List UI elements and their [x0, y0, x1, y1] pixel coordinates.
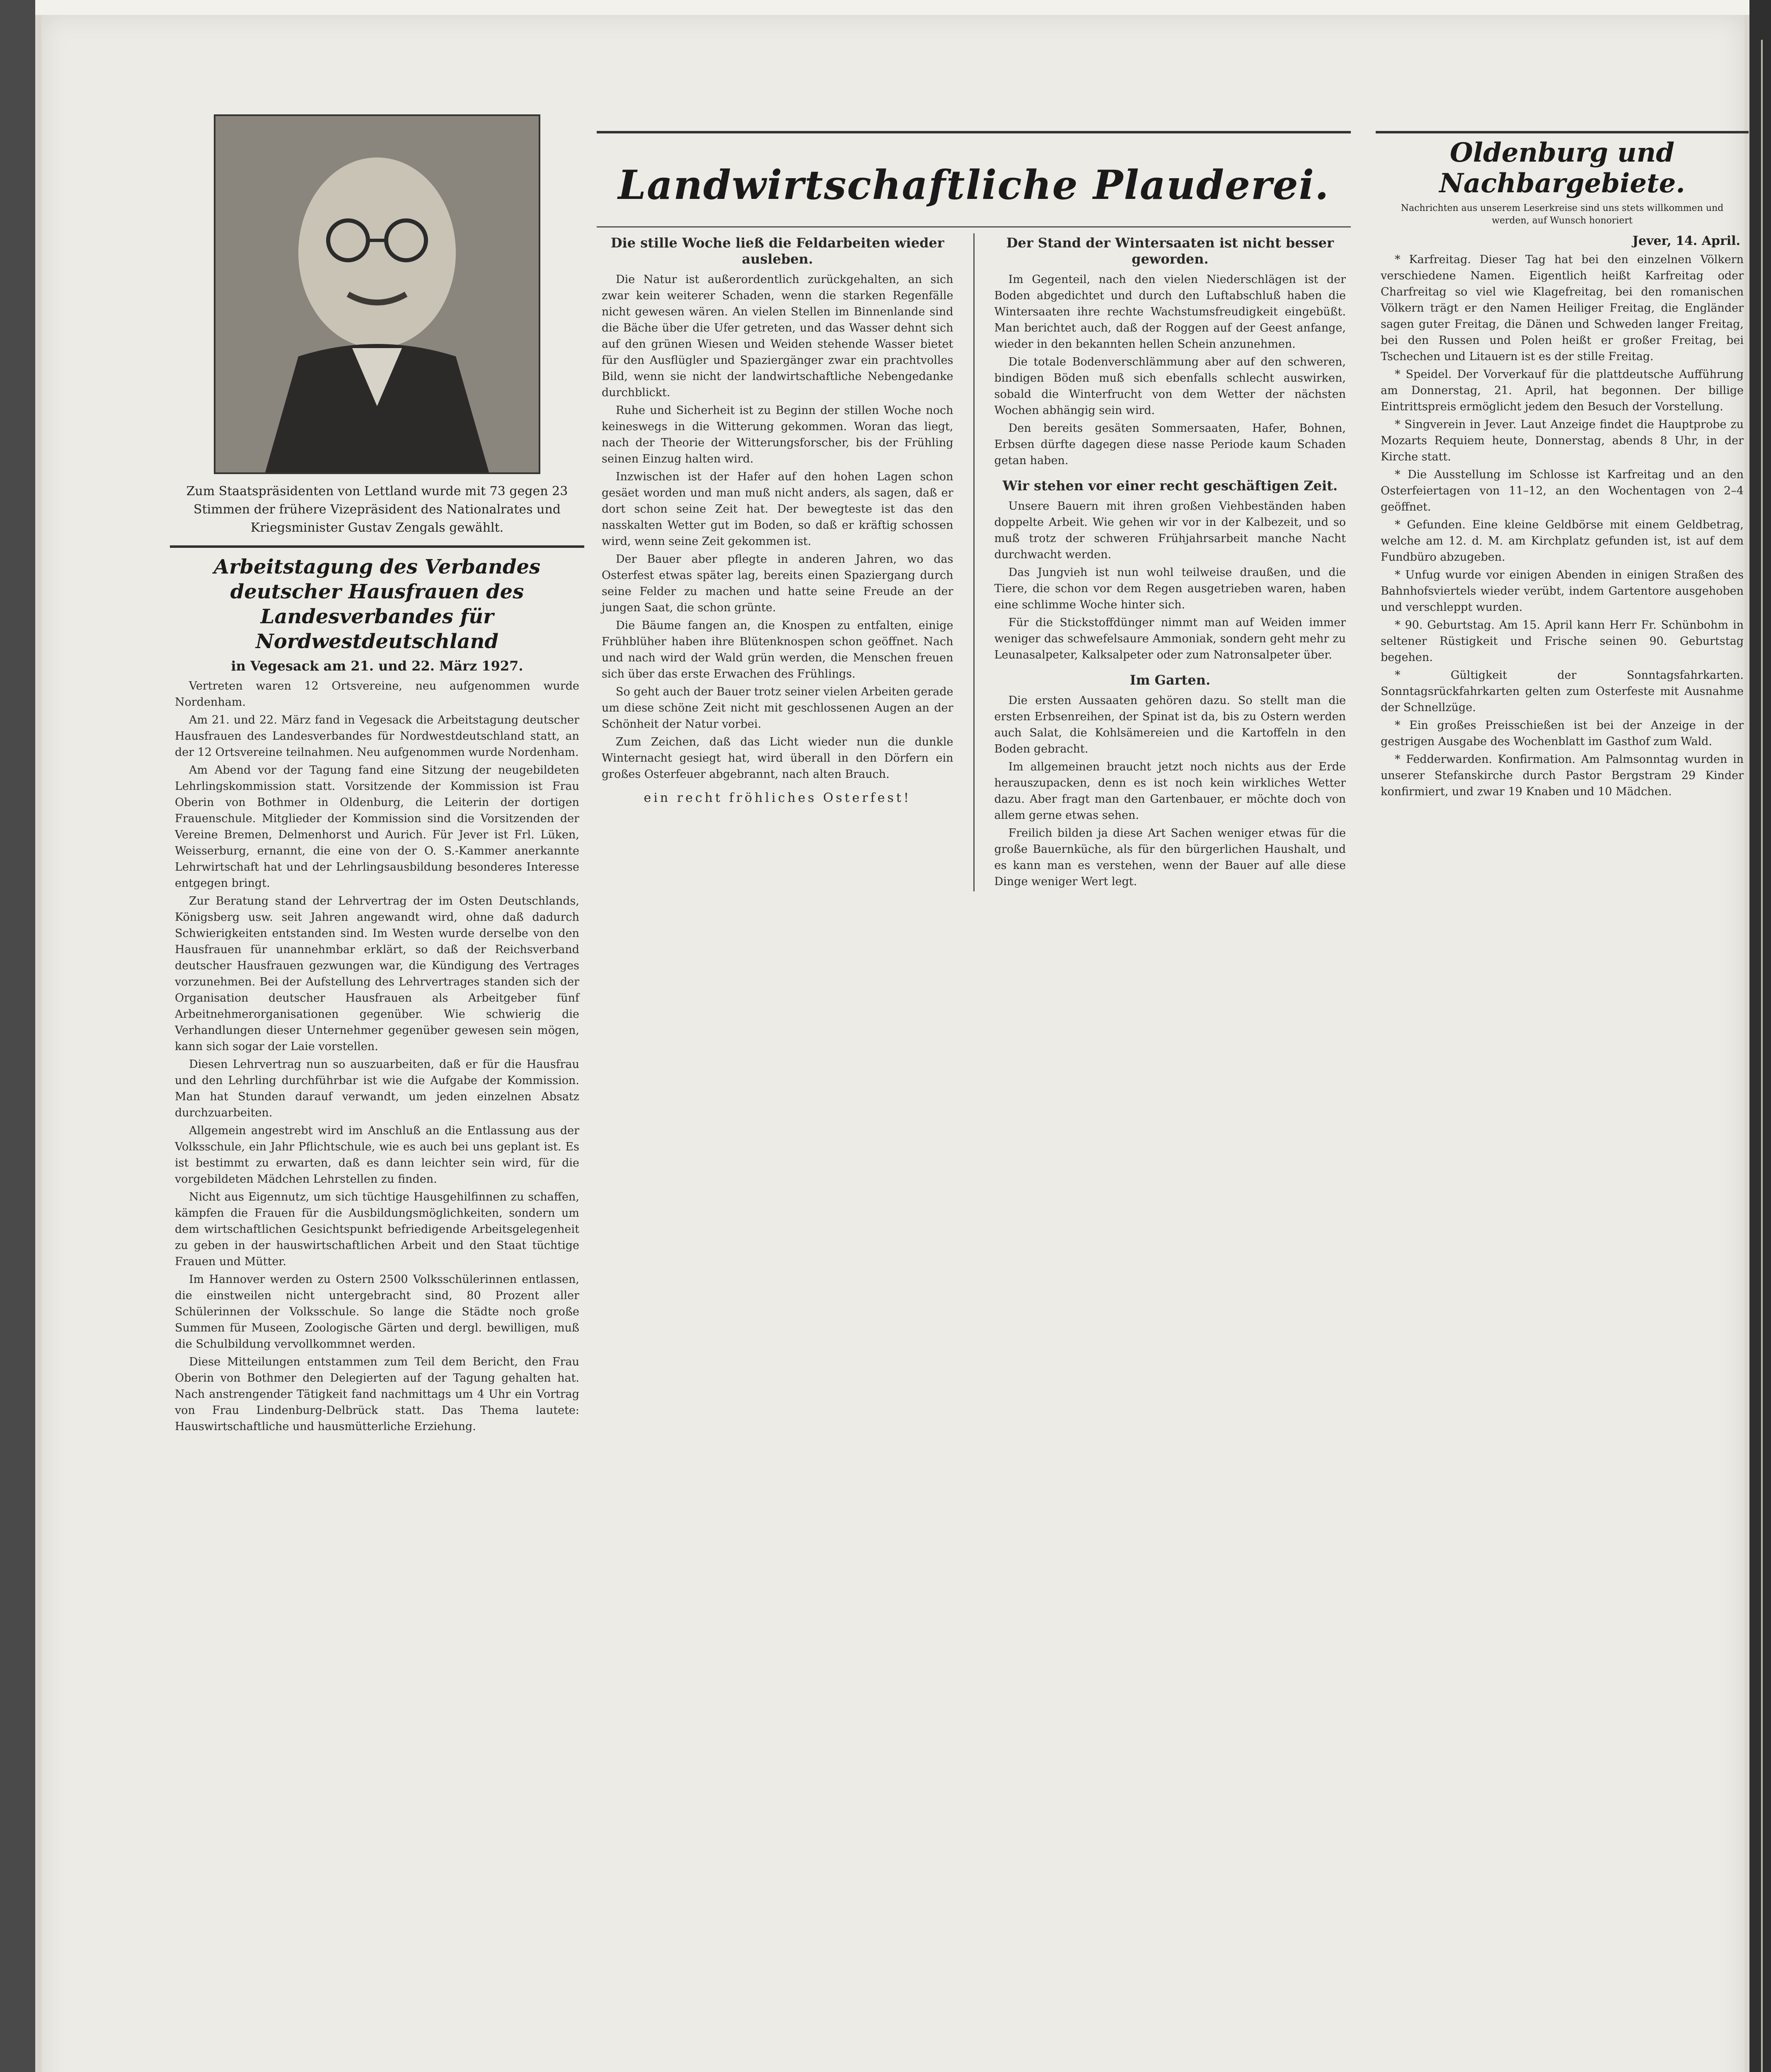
- paragraph: Unsere Bauern mit ihren großen Viehbeständen haben doppelte Arbeit. Wie gehen wir vor in der Kalbezeit, und so muß trotz der schweren Frühjahrsarbeit manche Nacht durchwacht werden.: [994, 500, 1346, 561]
- paragraph: Den bereits gesäten Sommersaaten, Hafer, Bohnen, Erbsen dürfte dagegen diese nasse Periode kaum Schaden getan haben.: [994, 422, 1346, 467]
- news-item: * Singverein in Jever. Laut Anzeige findet die Hauptprobe zu Mozarts Requiem heute, Donnerstag, abends 8 Uhr, in der Kirche statt.: [1381, 418, 1744, 463]
- rule: [597, 131, 1351, 133]
- paragraph: Die Bäume fangen an, die Knospen zu entfalten, einige Frühblüher haben ihre Blütenknospen schon geöffnet. Nach und nach wird der Wald grün werden, die Menschen freuen sich über das erste Erwachen des Frühlings.: [602, 619, 953, 680]
- news-item: * Karfreitag. Dieser Tag hat bei den einzelnen Völkern verschiedene Namen. Eigentlich heißt Karfreitag oder Charfreitag so viel wie Klagefreitag, bei den romanischen Völkern trägt er den Namen Heiliger Freitag, die Engländer sagen guter Freitag, die Dänen und Schweden langer Freitag, bei den Russen und Polen heißt er großer Freitag, bei Tschechen und Litauern ist es der stille Freitag.: [1381, 253, 1744, 363]
- subheading: Die stille Woche ließ die Feldarbeiten wieder ausleben.: [610, 235, 944, 267]
- page-edge: [1761, 40, 1763, 2072]
- column-center: [597, 127, 1351, 891]
- article-subline-left: in Vegesack am 21. und 22. März 1927.: [231, 658, 523, 674]
- paragraph: Nicht aus Eigennutz, um sich tüchtige Hausgehilfinnen zu schaffen, kämpfen die Frauen für die Ausbildungsmöglichkeiten, sondern um dem wirtschaftlichen Gesichtspunkt befriedigende Arbeitsgelegenheit zu geben in der hauswirtschaftlichen Arbeit und den Staat tüchtige Frauen und Mütter.: [175, 1191, 579, 1268]
- paragraph: Zur Beratung stand der Lehrvertrag der im Osten Deutschlands, Königsberg usw. seit Jahren angewandt wird, ohne daß dadurch Schwierigkeiten entstanden sind. Im Westen wurde derselbe von den Hausfrauen für unannehmbar erklärt, so daß der Reichsverband deutscher Hausfrauen gezwungen war, die Kündigung des Vertrages vorzunehmen. Bei der Aufstellung des Lehrvertrages standen sich der Organisation deutscher Hausfrauen als Arbeitgeber fünf Arbeitnehmerorganisationen gegenüber. Wie schwierig die Verhandlungen dieser Unternehmer gegenüber gewesen sein mögen, kann sich sogar der Laie vorstellen.: [175, 895, 579, 1053]
- portrait-caption: Zum Staatspräsidenten von Lettland wurde mit 73 gegen 23 Stimmen der frühere Vizepräsident des Nationalrates und Kriegsminister Gustav Zengals gewählt.: [186, 484, 568, 535]
- news-item: * Unfug wurde vor einigen Abenden in einigen Straßen des Bahnhofsviertels wieder verübt, indem Gartentore ausgehoben und verschleppt wurden.: [1381, 569, 1744, 614]
- news-item: * Ein großes Preisschießen ist bei der Anzeige in der gestrigen Ausgabe des Wochenblatt im Gasthof zum Wald.: [1381, 719, 1744, 748]
- paragraph: Der Bauer aber pflegte in anderen Jahren, wo das Osterfest etwas später lag, bereits einen Spaziergang durch seine Felder zu machen und hatte seine Freude an der jungen Saat, die schon grünte.: [602, 553, 953, 614]
- main-article-right: [990, 233, 1351, 891]
- dateline: Jever, 14. April.: [1632, 234, 1740, 248]
- main-article-left: [597, 233, 958, 891]
- paragraph: Diese Mitteilungen entstammen zum Teil dem Bericht, den Frau Oberin von Bothmer den Delegierten auf der Tagung gehalten hat. Nach anstrengender Tätigkeit fand nachmittags um 4 Uhr ein Vortrag von Frau Lindenburg-Delbrück statt. Das Thema lautete: Hauswirtschaftliche und hausmütterliche Erziehung.: [175, 1356, 579, 1433]
- news-item: * Gefunden. Eine kleine Geldbörse mit einem Geldbetrag, welche am 12. d. M. am Kirchplatz gefunden ist, ist auf dem Fundbüro abzugeben.: [1381, 518, 1744, 564]
- closing-line: ein recht fröhliches Osterfest!: [644, 791, 911, 805]
- paragraph: So geht auch der Bauer trotz seiner vielen Arbeiten gerade um diese schöne Zeit nicht mit geschlossenen Augen an der Schönheit der Natur vorbei.: [602, 685, 953, 731]
- portrait-photo: [214, 114, 540, 474]
- viewer-top-bar: [35, 0, 1749, 15]
- viewer-left-panel: [0, 0, 35, 2072]
- main-article-columns: [597, 233, 1351, 891]
- paragraph: Zum Zeichen, daß das Licht wieder nun die dunkle Winternacht gesiegt hat, wird überall in den Dörfern ein großes Osterfeuer abgebrannt, nach alten Brauch.: [602, 736, 953, 781]
- news-item: * Speidel. Der Vorverkauf für die plattdeutsche Aufführung am Donnerstag, 21. April, hat begonnen. Der billige Eintrittspreis ermöglicht jedem den Besuch der Vorstellung.: [1381, 368, 1744, 413]
- column-left: [170, 114, 584, 1436]
- paragraph: Die totale Bodenverschlämmung aber auf den schweren, bindigen Böden muß sich ebenfalls schlecht auswirken, sobald die Winterfrucht von dem Wetter der nächsten Wochen abhängig sein wird.: [994, 356, 1346, 417]
- rule: [597, 226, 1351, 228]
- viewer-scrollbar[interactable]: [1749, 0, 1771, 2072]
- paragraph: Im Hannover werden zu Ostern 2500 Volksschülerinnen entlassen, die einstweilen nicht untergebracht sind, 80 Prozent aller Schülerinnen der Volksschule. So lange die Städte noch große Summen für Museen, Zoologische Gärten und dergl. bewilligen, muß die Schulbildung vervollkommnet werden.: [175, 1273, 579, 1351]
- paragraph: Inzwischen ist der Hafer auf den hohen Lagen schon gesäet worden und man muß nicht anders, als sagen, daß er dort schon seine Zeit hat. Der bewegteste ist das den nasskalten Wetter gut im Boden, so daß er kräftig schossen wird, wenn seine Zeit gekommen ist.: [602, 470, 953, 548]
- paragraph: Vertreten waren 12 Ortsvereine, neu aufgenommen wurde Nordenham.: [175, 680, 579, 709]
- paragraph: Die ersten Aussaaten gehören dazu. So stellt man die ersten Erbsenreihen, der Spinat ist da, bis zu Ostern werden auch Salat, die Kohlsämereien und die Kartoffeln in den Boden gebracht.: [994, 694, 1346, 755]
- paragraph: Für die Stickstoffdünger nimmt man auf Weiden immer weniger das schwefelsaure Ammoniak, sondern geht mehr zu Leunasalpeter, Kalksalpeter oder zum Natronsalpeter über.: [994, 616, 1346, 661]
- section-heading: Wir stehen vor einer recht geschäftigen Zeit.: [1002, 478, 1338, 494]
- paragraph: Im allgemeinen braucht jetzt noch nichts aus der Erde herauszupacken, denn es ist noch kein wirkliches Wetter dazu. Aber fragt man den Gartenbauer, er möchte doch von allem gerne etwas sehen.: [994, 760, 1346, 822]
- paragraph: Das Jungvieh ist nun wohl teilweise draußen, und die Tiere, die schon vor dem Regen ausgetrieben waren, haben eine schlimme Woche hinter sich.: [994, 566, 1346, 611]
- paragraph: Im Gegenteil, nach den vielen Niederschlägen ist der Boden abgedichtet und durch den Luftabschluß haben die Wintersaaten ihre rechte Wachstumsfreudigkeit eingebüßt. Man berichtet auch, daß der Roggen auf der Geest anfange, wieder in den bekannten hellen Schein anzunehmen.: [994, 273, 1346, 351]
- paragraph: Diesen Lehrvertrag nun so auszuarbeiten, daß er für die Hausfrau und den Lehrling durchführbar ist wie die Aufgabe der Kommission. Man hat Stunden darauf verwandt, um jeden einzelnen Absatz durchzuarbeiten.: [175, 1058, 579, 1119]
- rule: [170, 545, 584, 548]
- paragraph: Freilich bilden ja diese Art Sachen weniger etwas für die große Bauernküche, als für den bürgerlichen Haushalt, und es kann man es verstehen, wenn der Bauer auf alle diese Dinge weniger Wert legt.: [994, 827, 1346, 888]
- local-news-body: [1376, 252, 1749, 800]
- article-body-left: [170, 678, 584, 1435]
- article-headline-left: Arbeitstagung des Verbandes deutscher Hausfrauen des Landesverbandes für Nordwestdeutschland: [213, 555, 541, 653]
- paragraph: Die Natur ist außerordentlich zurückgehalten, an sich zwar kein weiterer Schaden, wenn die starken Regenfälle nicht gewesen wären. An vielen Stellen im Binnenlande sind die Bäche über die Ufer getreten, und das Wasser dehnt sich auf den grünen Wiesen und Weiden stehende Wasser bietet für den Ausflügler und Spaziergänger zwar ein prachtvolles Bild, wenn sie nicht der landwirtschaftliche Nebengedanke durchblickt.: [602, 273, 953, 399]
- news-item: * Fedderwarden. Konfirmation. Am Palmsonntag wurden in unserer Stefanskirche durch Pastor Bergstram 29 Kinder konfirmiert, und zwar 19 Knaben und 10 Mädchen.: [1381, 753, 1744, 798]
- subheading: Der Stand der Wintersaaten ist nicht besser geworden.: [1006, 235, 1334, 267]
- column-divider: [973, 233, 975, 891]
- news-item: * 90. Geburtstag. Am 15. April kann Herr Fr. Schünbohm in seltener Rüstigkeit und Frische seinen 90. Geburtstag begehen.: [1381, 619, 1744, 664]
- reader-note: Nachrichten aus unserem Leserkreise sind uns stets willkommen und werden, auf Wunsch honoriert: [1401, 203, 1724, 226]
- column-right: [1376, 127, 1749, 801]
- section-heading: Im Garten.: [1130, 672, 1210, 688]
- news-item: * Gültigkeit der Sonntagsfahrkarten. Sonntagsrückfahrkarten gelten zum Osterfeste mit Ausnahme der Schnellzüge.: [1381, 669, 1744, 714]
- rule: [1376, 131, 1749, 133]
- news-item: * Die Ausstellung im Schlosse ist Karfreitag und an den Osterfeiertagen von 11–12, an den Wochentagen von 2–4 geöffnet.: [1381, 468, 1744, 513]
- paragraph: Allgemein angestrebt wird im Anschluß an die Entlassung aus der Volksschule, ein Jahr Pflichtschule, wie es auch bei uns geplant ist. Es ist bestimmt zu erwarten, daß es dann leichter sein wird, für die vorgebildeten Mädchen Lehrstellen zu finden.: [175, 1124, 579, 1186]
- paragraph: Am Abend vor der Tagung fand eine Sitzung der neugebildeten Lehrlingskommission statt. Vorsitzende der Kommission ist Frau Oberin von Bothmer in Oldenburg, die Leiterin der dortigen Frauenschule. Mitglieder der Kommission sind die Vorsitzenden der Vereine Bremen, Delmenhorst und Aurich. Für Jever ist Frl. Lüken, Weisserburg, ernannt, die eine von der O. S.-Kammer anerkannte Lehrwirtschaft hat und der Lehrlingsausbildung besonderes Interesse entgegen bringt.: [175, 764, 579, 890]
- paragraph: Am 21. und 22. März fand in Vegesack die Arbeitstagung deutscher Hausfrauen des Landesverbandes für Nordwestdeutschland statt, an der 12 Ortsvereine teilnahmen. Neu aufgenommen wurde Nordenham.: [175, 714, 579, 759]
- newspaper-page: [41, 15, 1744, 2072]
- main-headline: Landwirtschaftliche Plauderei.: [618, 162, 1330, 208]
- paragraph: Ruhe und Sicherheit ist zu Beginn der stillen Woche noch keineswegs in die Witterung gekommen. Woran das liegt, nach der Theorie der Witterungsforscher, bis der Frühling seinen Einzug halten wird.: [602, 404, 953, 465]
- local-news-headline: Oldenburg und Nachbargebiete.: [1439, 137, 1685, 199]
